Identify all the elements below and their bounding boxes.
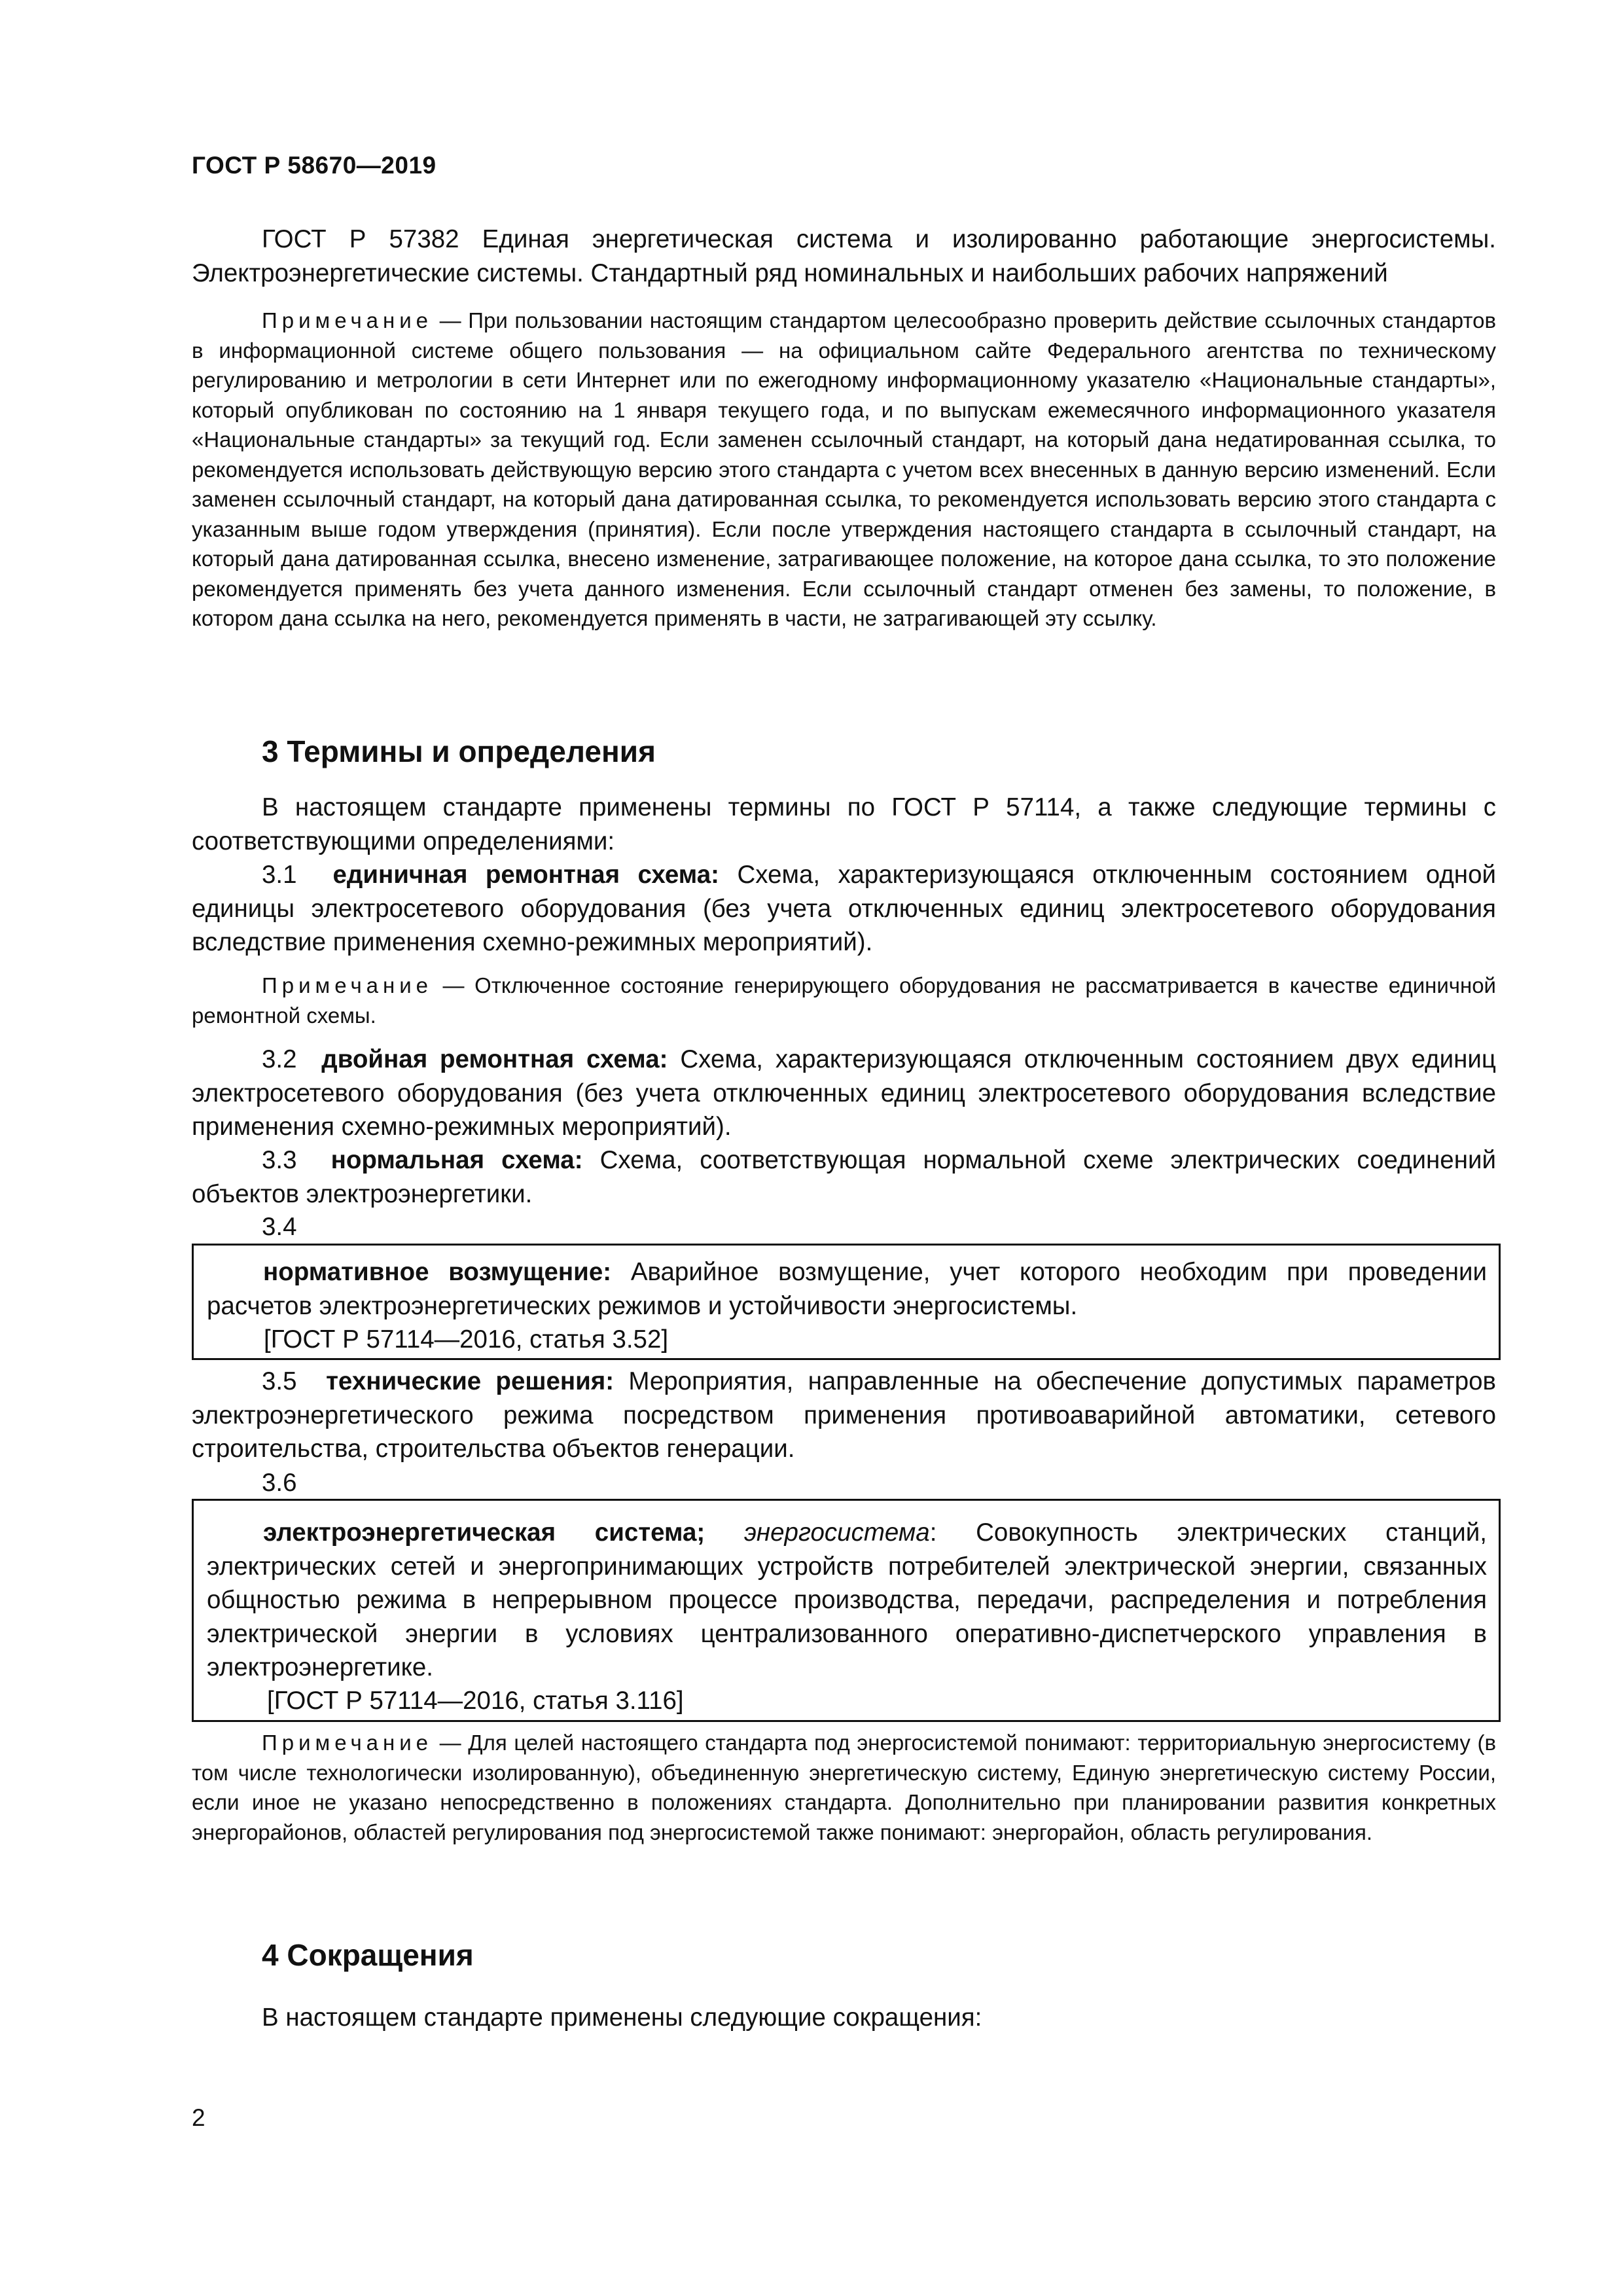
term-source: [ГОСТ Р 57114—2016, статья 3.52] <box>264 1325 669 1354</box>
term-name: электроэнергетическая система; <box>263 1518 705 1547</box>
note-paragraph: Примечание — При пользовании настоящим стандартом целесообразно проверить действие ссылочных стандартов в информационной системе общего пользования — на официальном сайте Федерального агентства по техническому регулированию и метрологии в сети Интернет или по ежегодному информационному указателю «Национальные стандарты», который опубликован по состоянию на 1 января текущего года, и по выпускам ежемесячного информационного указателя «Национальные стандарты» за текущий год. Если заменен ссылочный стандарт, на который дана недатированная ссылка, то рекомендуется использовать действующую версию этого стандарта с учетом всех внесенных в данную версию изменений. Если заменен ссылочный стандарт, на который дана датированная ссылка, то рекомендуется использовать версию этого стандарта с указанным выше годом утверждения (принятия). Если после утверждения настоящего стандарта в ссылочный стандарт, на который дана датированная ссылка, внесено изменение, затрагивающее положение, на которое дана ссылка, то это положение рекомендуется применять без учета данного изменения. Если ссылочный стандарт отменен без замены, то положение, в котором дана ссылка на него, рекомендуется применять в части, не затрагивающей эту ссылку. <box>192 308 1496 630</box>
note-text: Отключенное состояние генерирующего оборудования не рассматривается в качестве единичной ремонтной схемы. <box>192 973 1496 1028</box>
section-heading: 4 Сокращения <box>262 1938 474 1972</box>
note-text: При пользовании настоящим стандартом целесообразно проверить действие ссылочных стандартов в информационной системе общего пользования — на официальном сайте Федерального агентства по техническому регулированию и метрологии в сети Интернет или по ежегодному информационному указателю «Национальные стандарты», который опубликован по состоянию на 1 января текущего года, и по выпускам ежемесячного информационного указателя «Национальные стандарты» за текущий год. Если заменен ссылочный стандарт, на который дана недатированная ссылка, то рекомендуется использовать действующую версию этого стандарта с учетом всех внесенных в данную версию изменений. Если заменен ссылочный стандарт, на который дана датированная ссылка, то рекомендуется использовать версию этого стандарта с указанным выше годом утверждения (принятия). Если после утверждения настоящего стандарта в ссылочный стандарт, на который дана датированная ссылка, внесено изменение, затрагивающее положение, на которое дана ссылка, то это положение рекомендуется применять без учета данного изменения. Если ссылочный стандарт отменен без замены, то положение, в котором дана ссылка на него, рекомендуется применять в части, не затрагивающей эту ссылку. <box>192 308 1496 630</box>
term-name: технические решения: <box>326 1367 615 1395</box>
note-label: Примечание <box>262 308 433 332</box>
term-3-3: 3.3 нормальная схема: Схема, соответствующая нормальной схеме электрических соединений объектов электроэнергетики. <box>192 1146 1496 1208</box>
note-paragraph: Примечание — Для целей настоящего стандарта под энергосистемой понимают: территориальную энергосистему (в том числе технологически изолированную), объединенную энергетическую систему, Единую энергетическую систему России, если иное не указано непосредственно в положениях стандарта. Дополнительно при планировании развития конкретных энергорайонов, областей регулирования под энергосистемой также понимают: энергорайон, область регулирования. <box>192 1731 1497 1844</box>
term-name: двойная ремонтная схема: <box>321 1045 668 1073</box>
term-name: нормальная схема: <box>330 1146 583 1174</box>
term-box <box>192 1244 1501 1360</box>
note-label: Примечание <box>262 973 433 997</box>
term-number: 3.4 <box>262 1213 297 1241</box>
section-intro: В настоящем стандарте применены термины по ГОСТ Р 57114, а также следующие термины с соответствующими определениями: <box>192 793 1496 855</box>
section-heading: 3 Термины и определения <box>262 734 656 768</box>
term-name: нормативное возмущение: <box>263 1258 612 1286</box>
term-3-6: электроэнергетическая система; энергосистема: Совокупность электрических станций, электрических сетей и энергопринимающих устройств потребителей электрической энергии, связанных общностью режима в непрерывном процессе производства, передачи, распределения и потребления электрической энергии в условиях централизованного оперативно-диспетчерского управления в электроэнергетике. <box>207 1518 1487 1681</box>
note-text: Для целей настоящего стандарта под энергосистемой понимают: территориальную энергосистему (в том числе технологически изолированную), объединенную энергетическую систему, Единую энергетическую систему России, если иное не указано непосредственно в положениях стандарта. Дополнительно при планировании развития конкретных энергорайонов, областей регулирования под энергосистемой также понимают: энергорайон, область регулирования. <box>192 1731 1497 1844</box>
document-header: ГОСТ Р 58670—2019 <box>192 152 437 179</box>
term-synonym: энергосистема <box>744 1518 930 1547</box>
term-number: 3.6 <box>262 1469 297 1497</box>
page-number: 2 <box>192 2104 205 2131</box>
term-3-2: 3.2 двойная ремонтная схема: Схема, характеризующаяся отключенным состоянием двух единиц электросетевого оборудования (без учета отключенных единиц электросетевого оборудования вследствие применения схемно-режимных мероприятий). <box>192 1045 1496 1141</box>
section-intro: В настоящем стандарте применены следующие сокращения: <box>262 2003 982 2032</box>
note-paragraph: Примечание — Отключенное состояние генерирующего оборудования не рассматривается в качестве единичной ремонтной схемы. <box>192 973 1496 1028</box>
term-name: единичная ремонтная схема: <box>332 861 719 889</box>
term-box <box>192 1499 1501 1722</box>
term-source: [ГОСТ Р 57114—2016, статья 3.116] <box>267 1687 684 1715</box>
term-3-5: 3.5 технические решения: Мероприятия, направленные на обеспечение допустимых параметров электроэнергетического режима посредством применения противоаварийной автоматики, сетевого строительства, строительства объектов генерации. <box>192 1367 1496 1463</box>
reference-entry: ГОСТ Р 57382 Единая энергетическая система и изолированно работающие энергосистемы. Электроэнергетические системы. Стандартный ряд номинальных и наибольших рабочих напряжений <box>192 225 1496 287</box>
note-label: Примечание <box>262 1731 433 1755</box>
term-3-4: нормативное возмущение: Аварийное возмущение, учет которого необходим при проведении расчетов электроэнергетических режимов и устойчивости энергосистемы. <box>207 1258 1487 1320</box>
term-3-1: 3.1 единичная ремонтная схема: Схема, характеризующаяся отключенным состоянием одной единицы электросетевого оборудования (без учета отключенных единиц электросетевого оборудования вследствие применения схемно-режимных мероприятий). <box>192 861 1496 956</box>
